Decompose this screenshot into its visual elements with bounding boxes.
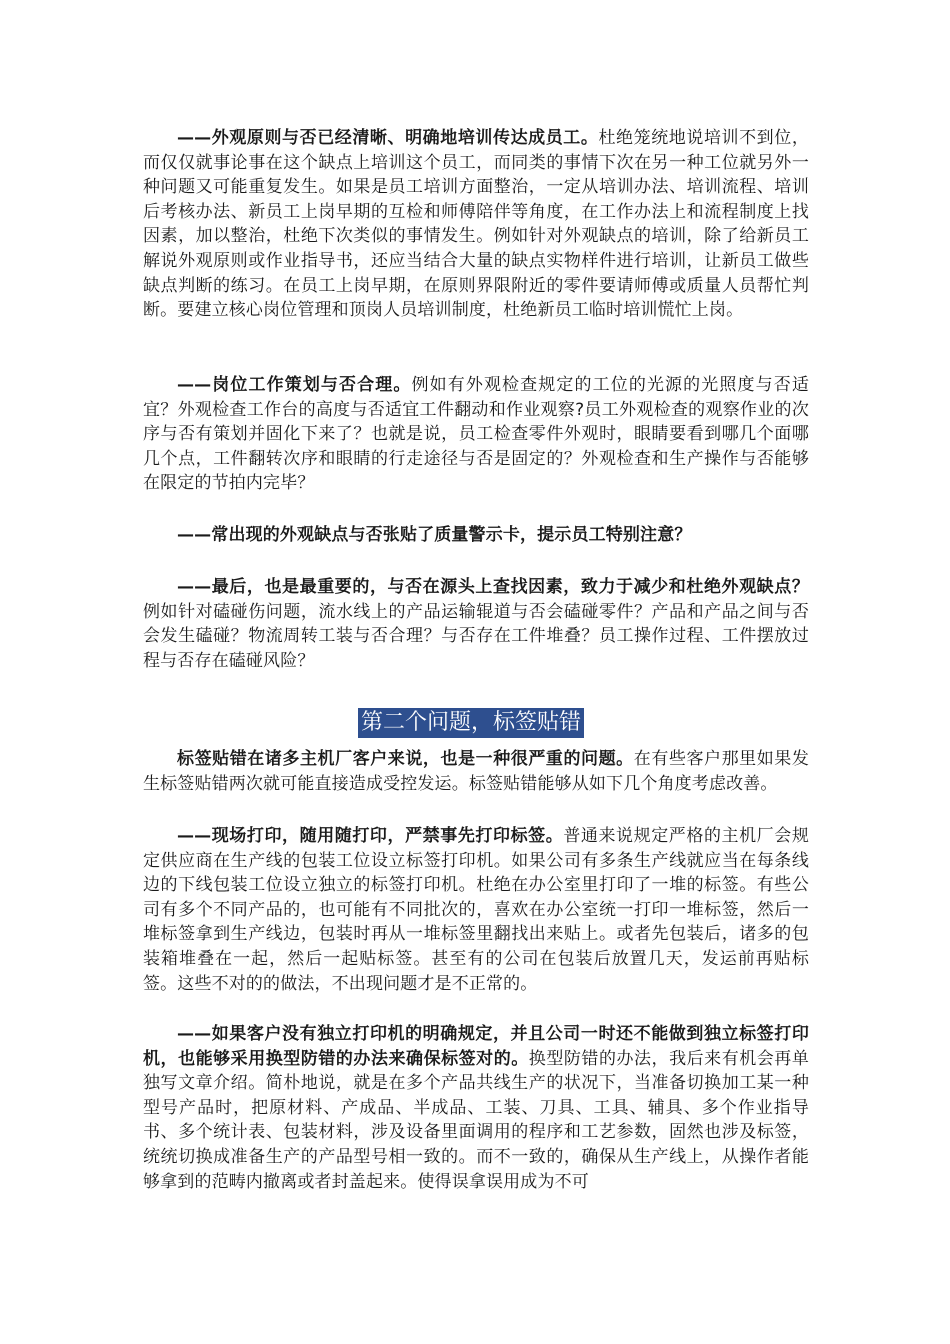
paragraph-body: 例如有外观检查规定的工位的光源的光照度与否适宜？外观检查工作台的高度与否适宜工件翻动和作业观察?员工外观检查的观察作业的次序与否有策划并固化下来了？也就是说，员工检查零件外观时，眼睛要看到哪几个面哪几个点，工件翻转次序和眼睛的行走途径与否是固定的？外观检查和生产操作与否能够在限定的节拍内完毕？ bbox=[143, 375, 809, 494]
paragraph-job-planning bbox=[143, 373, 809, 496]
paragraph-body: 普通来说规定严格的主机厂会规定供应商在生产线的包装工位设立标签打印机。如果公司有多条生产线就应当在每条线边的下线包装工位设立独立的标签打印机。杜绝在办公室里打印了一堆的标签。有些公司有多个不同产品的，也可能有不同批次的，喜欢在办公室统一打印一堆标签，然后一堆标签拿到生产线边，包装时再从一堆标签里翻找出来贴上。或者先包装后，诸多的包装箱堆叠在一起，然后一起贴标签。甚至有的公司在包装后放置几天，发运前再贴标签。这些不对的的做法，不出现问题才是不正常的。 bbox=[143, 826, 809, 994]
paragraph-onsite-printing bbox=[143, 824, 809, 996]
paragraph-lead: ——如果客户没有独立打印机的明确规定，并且公司一时还不能做到独立标签打印机，也能够采用换型防错的办法来确保标签对的。 bbox=[143, 1024, 809, 1069]
paragraph-label-intro bbox=[143, 747, 809, 796]
section-heading: 第二个问题，标签贴错 bbox=[358, 708, 584, 738]
paragraph-body: 杜绝笼统地说培训不到位，而仅仅就事论事在这个缺点上培训这个员工，而同类的事情下次在另一种工位就另外一种问题又可能重复发生。如果是员工培训方面整治，一定从培训办法、培训流程、培训后考核办法、新员工上岗早期的互检和师傅陪伴等角度，在工作办法上和流程制度上找因素，加以整治，杜绝下次类似的事情发生。例如针对外观缺点的培训，除了给新员工解说外观原则或作业指导书，还应当结合大量的缺点实物样件进行培训，让新员工做些缺点判断的练习。在员工上岗早期，在原则界限附近的零件要请师傅或质量人员帮忙判断。要建立核心岗位管理和顶岗人员培训制度，杜绝新员工临时培训慌忙上岗。 bbox=[143, 128, 809, 321]
paragraph-warning-card bbox=[143, 523, 809, 548]
paragraph-body: 换型防错的办法，我后来有机会再单独写文章介绍。简朴地说，就是在多个产品共线生产的状况下，当准备切换加工某一种型号产品时，把原材料、产成品、半成品、工装、刀具、工具、辅具、多个作业指导书、多个统计表、包装材料，涉及设备里面调用的程序和工艺参数，固然也涉及标签，统统切换成准备生产的产品型号相一致的。而不一致的，确保从生产线上，从操作者能够拿到的范畴内撤离或者封盖起来。使得误拿误用成为不可 bbox=[143, 1048, 809, 1192]
section-heading-wrap bbox=[358, 708, 584, 738]
paragraph-lead: ——最后，也是最重要的，与否在源头上查找因素，致力于减少和杜绝外观缺点？ bbox=[177, 577, 809, 597]
paragraph-lead: 标签贴错在诸多主机厂客户来说，也是一种很严重的问题。 bbox=[177, 749, 634, 769]
paragraph-lead: ——外观原则与否已经清晰、明确地培训传达成员工。 bbox=[177, 128, 599, 148]
paragraph-appearance-training bbox=[143, 126, 809, 323]
paragraph-lead: ——岗位工作策划与否合理。 bbox=[177, 375, 412, 395]
paragraph-root-cause bbox=[143, 575, 809, 673]
paragraph-lead: ——现场打印，随用随打印，严禁事先打印标签。 bbox=[177, 826, 564, 846]
paragraph-body: 在有些客户那里如果发生标签贴错两次就可能直接造成受控发运。标签贴错能够从如下几个角度考虑改善。 bbox=[143, 749, 810, 794]
paragraph-lead: ——常出现的外观缺点与否张贴了质量警示卡，提示员工特别注意？ bbox=[177, 525, 692, 545]
paragraph-body: 例如针对磕碰伤问题，流水线上的产品运输辊道与否会磕碰零件？产品和产品之间与否会发生磕碰？物流周转工装与否合理？与否存在工件堆叠？员工操作过程、工件摆放过程与否存在磕碰风险？ bbox=[143, 601, 809, 671]
paragraph-changeover-errorproofing bbox=[143, 1022, 809, 1194]
